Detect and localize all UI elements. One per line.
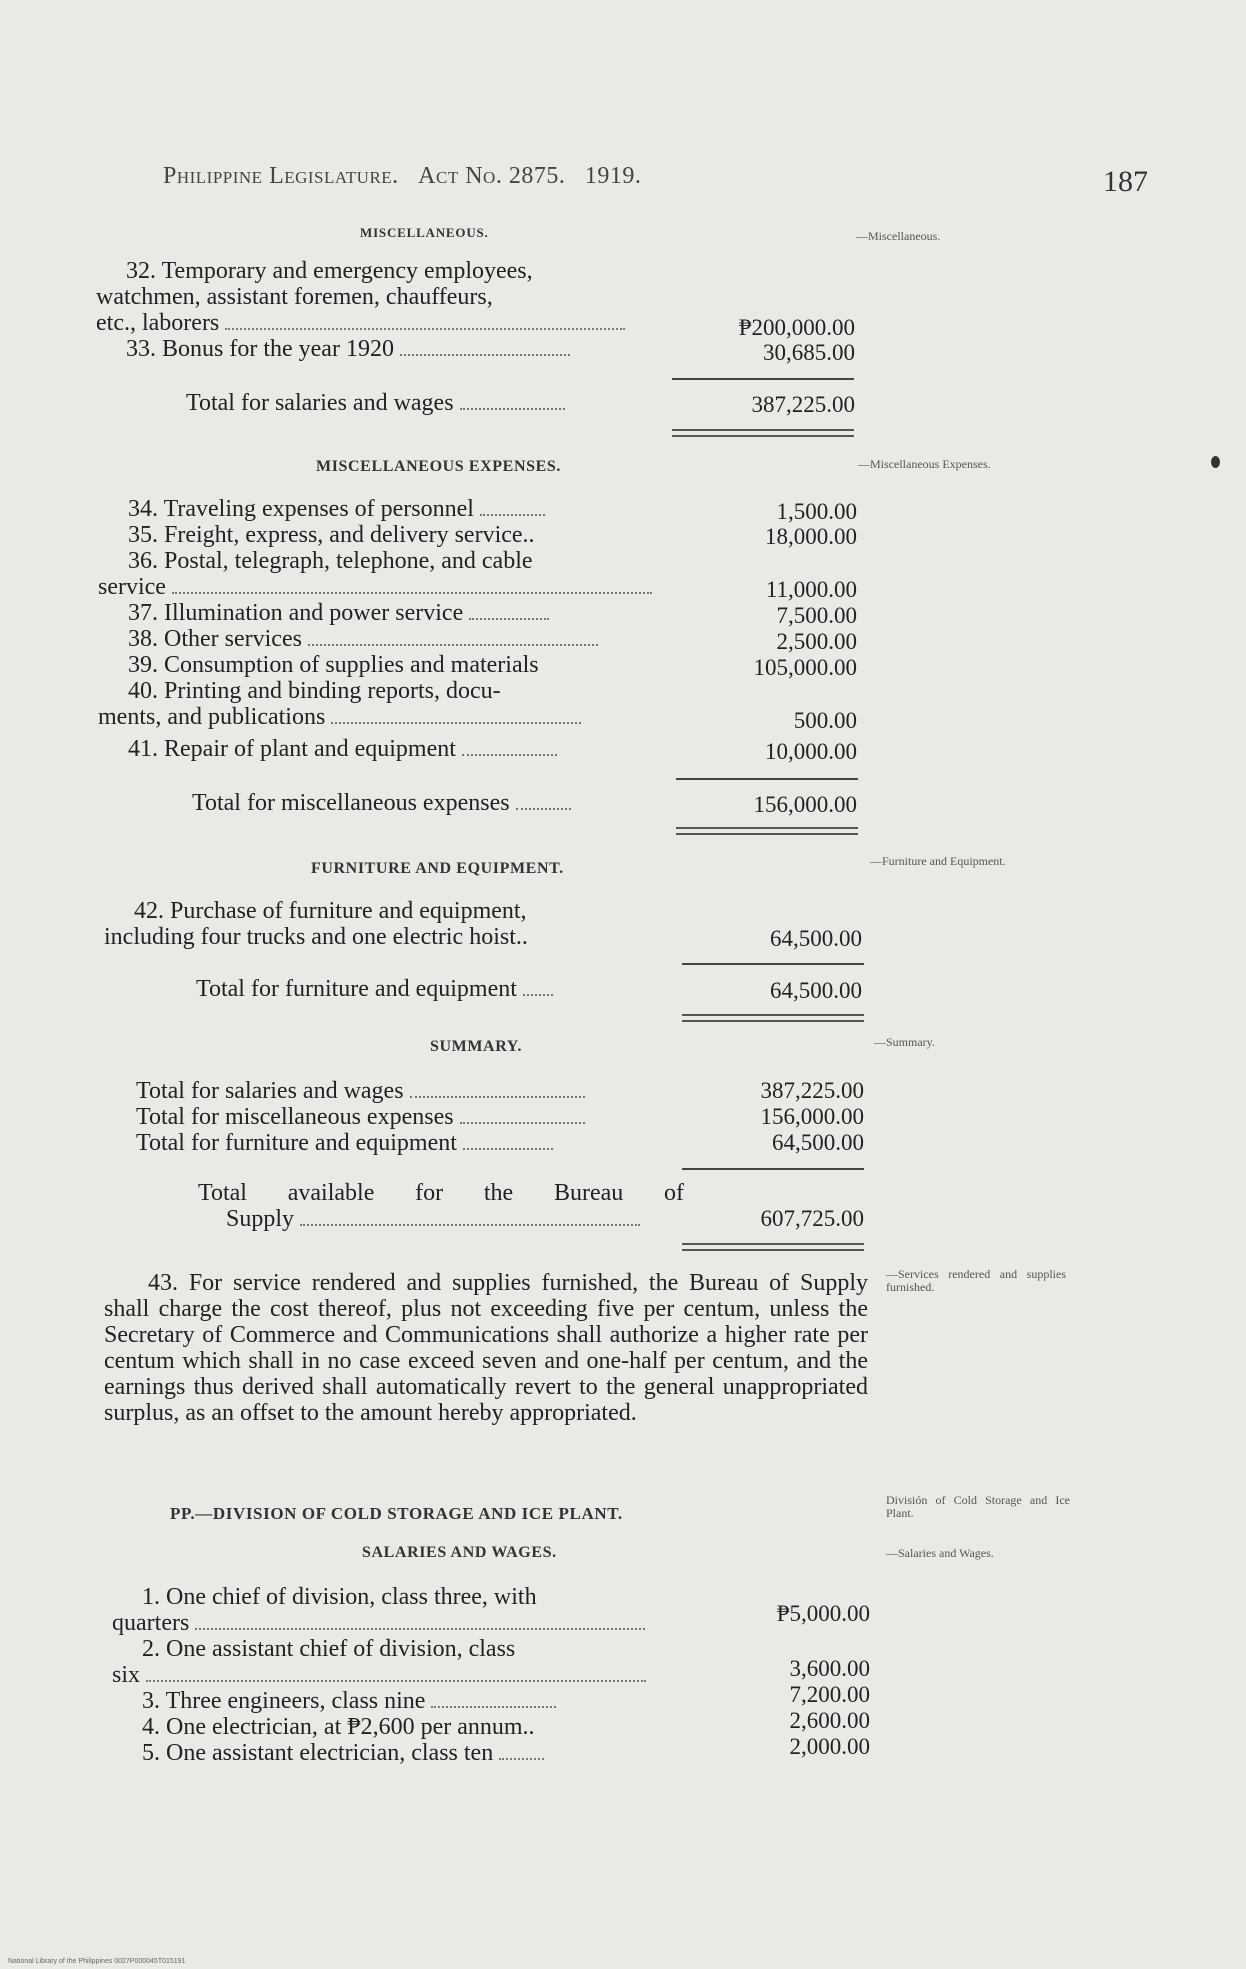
item-38-amount: 2,500.00: [776, 629, 857, 654]
item-32-line3: etc., laborers: [96, 310, 625, 336]
item-35: 35. Freight, express, and delivery service..: [128, 522, 535, 548]
margin-note-furniture: —Furniture and Equipment.: [870, 854, 1006, 868]
item-36-amount: 11,000.00: [765, 577, 857, 602]
heading-furniture: FURNITURE AND EQUIPMENT.: [311, 860, 564, 877]
margin-note-salaries-wages: —Salaries and Wages.: [886, 1546, 994, 1560]
item-41: 41. Repair of plant and equipment: [98, 736, 557, 762]
subtotal-rule: [682, 1168, 864, 1170]
header-year: 1919.: [584, 163, 642, 189]
heading-division-cold-storage: PP.—DIVISION OF COLD STORAGE AND ICE PLANT.: [170, 1504, 623, 1523]
division-item-1-line2: quarters: [112, 1610, 645, 1636]
item-39-amount: 105,000.00: [753, 655, 857, 680]
item-42-line2: including four trucks and one electric hoist..: [104, 924, 528, 950]
division-item-1-line1: 1. One chief of division, class three, with: [142, 1584, 537, 1610]
item-32-line1: 32. Temporary and emergency employees,: [126, 258, 533, 284]
division-item-5: 5. One assistant electrician, class ten: [112, 1740, 544, 1766]
summary-total-amount: 607,725.00: [760, 1206, 864, 1231]
double-rule: [672, 429, 854, 437]
division-item-2-line1: 2. One assistant chief of division, class: [142, 1636, 516, 1662]
heading-miscellaneous: MISCELLANEOUS.: [360, 225, 489, 240]
division-item-4-amount: 2,600.00: [789, 1708, 870, 1733]
summary-total-line1: Total available for the Bureau of: [198, 1180, 684, 1206]
heading-salaries-wages: SALARIES AND WAGES.: [362, 1544, 557, 1561]
double-rule: [682, 1243, 864, 1251]
total-misc-expenses-label: Total for miscellaneous expenses: [192, 790, 571, 816]
summary-amount-misc: 156,000.00: [760, 1104, 864, 1129]
division-item-2-line2: six: [112, 1662, 646, 1688]
item-41-amount: 10,000.00: [765, 739, 857, 764]
scan-blemish: [1211, 456, 1220, 468]
item-37-amount: 7,500.00: [776, 603, 857, 628]
summary-row-furniture: Total for furniture and equipment: [136, 1130, 553, 1156]
item-33-amount: 30,685.00: [763, 340, 855, 365]
header-legislature: Philippine Legislature.: [163, 163, 399, 189]
margin-note-summary: —Summary.: [874, 1035, 935, 1049]
subtotal-rule: [676, 778, 858, 780]
item-42-line1: 42. Purchase of furniture and equipment,: [134, 898, 527, 924]
total-salaries-amount: 387,225.00: [751, 392, 855, 417]
division-item-5-amount: 2,000.00: [789, 1734, 870, 1759]
item-32-amount: ₱200,000.00: [738, 315, 855, 340]
division-item-2-amount: 3,600.00: [789, 1656, 870, 1681]
item-42-amount: 64,500.00: [770, 926, 862, 951]
subtotal-rule: [682, 963, 864, 965]
division-item-4: 4. One electrician, at ₱2,600 per annum..: [142, 1714, 535, 1740]
margin-note-services: —Services rendered and supplies furnished.: [886, 1267, 1066, 1294]
item-35-amount: 18,000.00: [765, 524, 857, 549]
double-rule: [676, 827, 858, 835]
division-item-3: 3. Three engineers, class nine: [112, 1688, 556, 1714]
item-34: 34. Traveling expenses of personnel: [98, 496, 545, 522]
summary-row-misc: Total for miscellaneous expenses: [136, 1104, 585, 1130]
division-item-1-amount: ₱5,000.00: [776, 1601, 870, 1626]
page-number: 187: [1103, 165, 1148, 198]
item-40-line2: ments, and publications: [98, 704, 581, 730]
running-header: [163, 163, 641, 190]
heading-misc-expenses: MISCELLANEOUS EXPENSES.: [316, 458, 561, 475]
item-32-line2: watchmen, assistant foremen, chauffeurs,: [96, 284, 493, 310]
item-34-amount: 1,500.00: [776, 499, 857, 524]
item-33: 33. Bonus for the year 1920: [96, 336, 570, 362]
item-38: 38. Other services: [98, 626, 598, 652]
summary-amount-furniture: 64,500.00: [772, 1130, 864, 1155]
item-37: 37. Illumination and power service: [98, 600, 549, 626]
division-item-3-amount: 7,200.00: [789, 1682, 870, 1707]
double-rule: [682, 1014, 864, 1022]
item-36-line1: 36. Postal, telegraph, telephone, and cable: [128, 548, 533, 574]
item-40-line1: 40. Printing and binding reports, docu-: [128, 678, 501, 704]
total-misc-expenses-amount: 156,000.00: [753, 792, 857, 817]
margin-note-miscellaneous: —Miscellaneous.: [856, 229, 941, 243]
item-39: 39. Consumption of supplies and materials: [128, 652, 539, 678]
subtotal-rule: [672, 378, 854, 380]
item-43-paragraph: 43. For service rendered and supplies furnished, the Bureau of Supply shall charge the cost thereof, plus not exceeding five per centum, unless the Secretary of Commerce and Communications shall authorize a higher rate per centum which shall in no case exceed seven and one-half per centum, and the earnings thus derived shall automatically revert to the general unappropriated surplus, as an offset to the amount hereby appropriated.: [104, 1270, 868, 1426]
total-furniture-amount: 64,500.00: [770, 978, 862, 1003]
summary-total-line2: Supply: [226, 1206, 640, 1232]
total-furniture-label: Total for furniture and equipment: [196, 976, 553, 1002]
scan-footer: National Library of the Philippines 0027P000045T015191: [8, 1958, 186, 1965]
item-36-line2: service: [98, 574, 652, 600]
item-40-amount: 500.00: [793, 708, 857, 733]
heading-summary: SUMMARY.: [430, 1038, 523, 1055]
margin-note-misc-expenses: —Miscellaneous Expenses.: [858, 457, 991, 471]
summary-row-salaries: Total for salaries and wages: [136, 1078, 585, 1104]
total-salaries-label: Total for salaries and wages: [186, 390, 565, 416]
margin-note-division: División of Cold Storage and Ice Plant.: [886, 1493, 1070, 1520]
header-act: Act No. 2875.: [418, 163, 566, 189]
summary-amount-salaries: 387,225.00: [760, 1078, 864, 1103]
